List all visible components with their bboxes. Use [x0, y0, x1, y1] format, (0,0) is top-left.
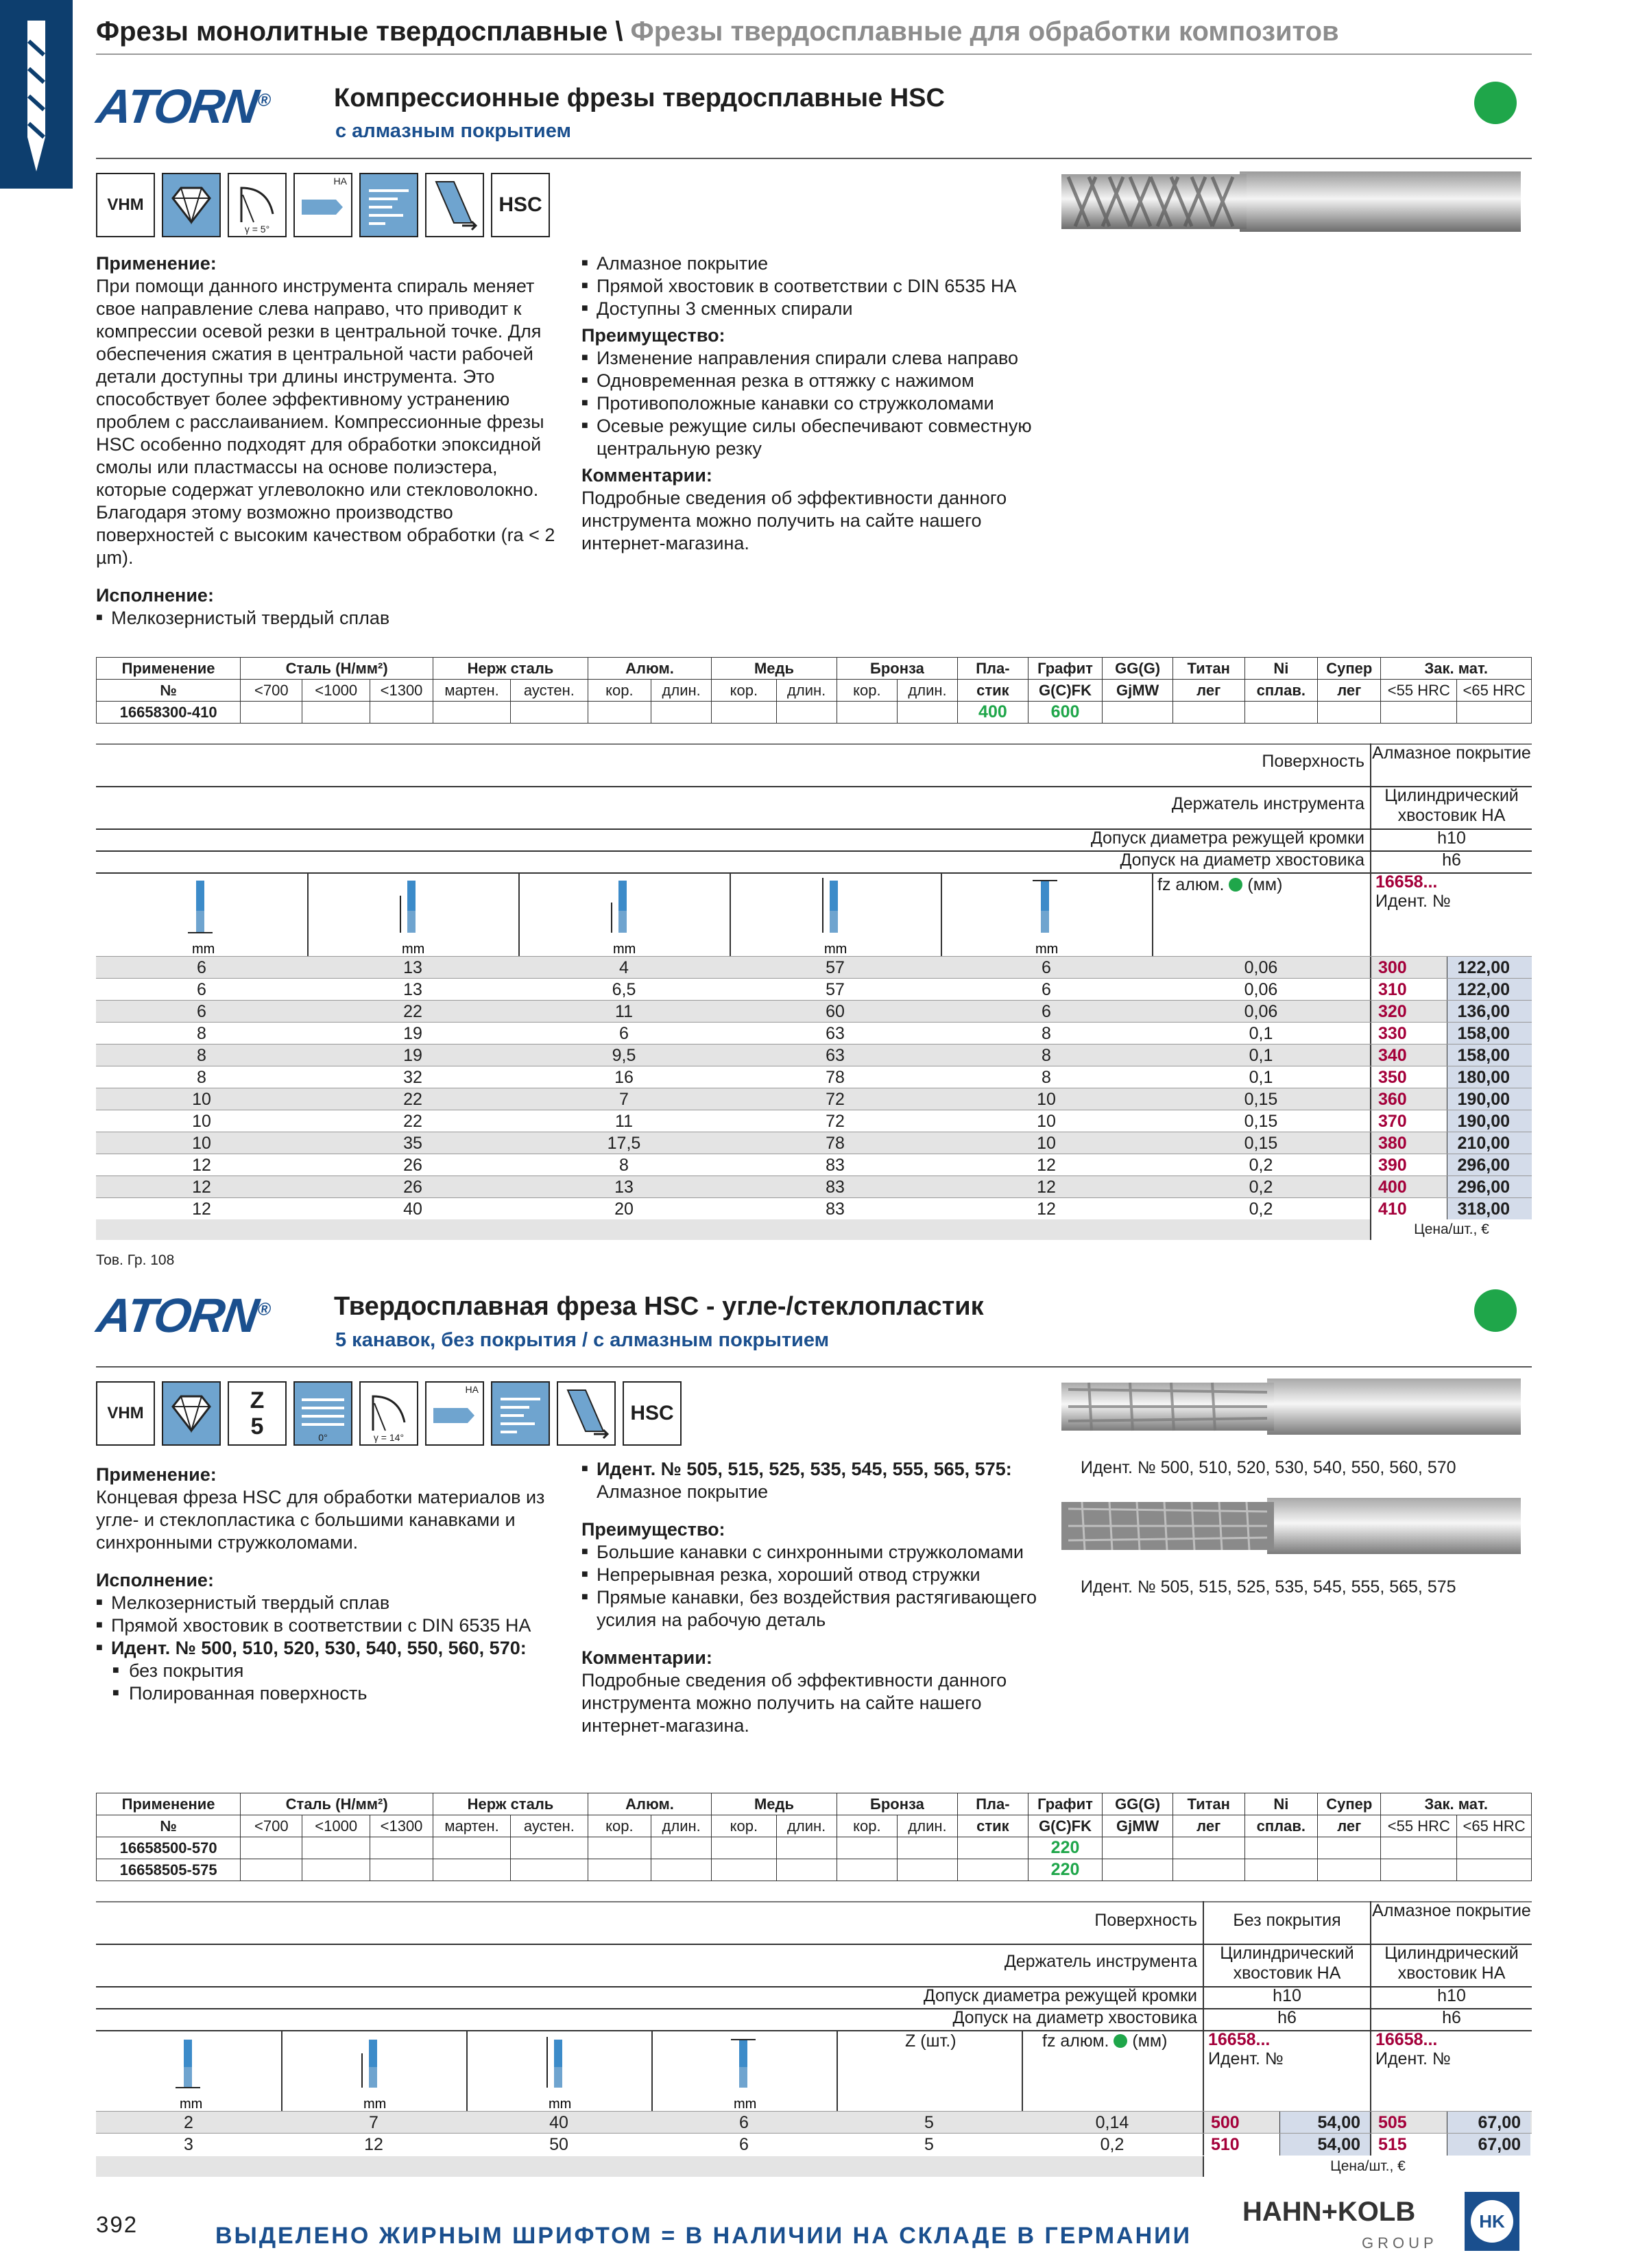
diamond-icon	[162, 173, 221, 237]
table-cell: 0,15	[1244, 1112, 1278, 1131]
surface-value: Алмазное покрытие	[1372, 743, 1531, 763]
table-cell: 505	[1370, 2112, 1447, 2134]
table-cell: 10	[192, 1090, 211, 1109]
tolerance-label: Допуск диаметра режущей кромки	[1090, 828, 1364, 848]
material-table: Применение Сталь (Н/мм²) Нерж сталь Алюм. Медь Бронза Пла- Графит GG(G) Титан Ni Супер Зак. мат. № <700 <1000 <1300 мартен. аустен. кор. длин. кор. длин. кор. длин. стик G(C)FK GjMW лег сплав. лег <55 HRC <65 HRC 16658500-570 220 16658505-575 220	[96, 1793, 1532, 1881]
product-title: Твердосплавная фреза HSC - угле-/стеклопластик	[334, 1292, 984, 1321]
product-table	[96, 956, 1532, 1219]
table-row	[96, 1154, 1532, 1175]
table-cell: 296,00	[1447, 1154, 1532, 1176]
table-cell: 180,00	[1447, 1066, 1532, 1088]
spec-rule	[96, 786, 1532, 787]
table-cell: 83	[826, 1156, 845, 1175]
atorn-logo: ATORN®	[93, 1289, 271, 1342]
table-cell: 32	[403, 1068, 422, 1087]
table-cell: 5	[924, 2113, 934, 2132]
diameter-d1-icon	[176, 2040, 202, 2111]
price-label: Цена/шт., €	[1370, 1219, 1532, 1240]
table-cell: 0,06	[1244, 958, 1278, 977]
table-cell: 6	[197, 1002, 206, 1021]
table-cell: 8	[197, 1068, 206, 1087]
table-cell: 6	[197, 980, 206, 999]
section-rule	[96, 1366, 1532, 1368]
product-subtitle: с алмазным покрытием	[335, 120, 571, 142]
table-cell: 136,00	[1447, 1001, 1532, 1023]
page-number: 392	[96, 2212, 139, 2237]
table-cell: 0,06	[1244, 1002, 1278, 1021]
table-cell: 6	[1042, 1002, 1051, 1021]
ident-label: Идент. №	[1375, 892, 1451, 911]
table-cell: 6,5	[612, 980, 636, 999]
page-header: Фрезы монолитные твердосплавные \ Фрезы твердосплавные для обработки композитов	[96, 16, 1339, 47]
application-block: Применение: Концевая фреза HSC для обработки материалов из угле- и стеклопластика с большими канавками и синхронными стружколомами. Исполнение: ■ Мелкозернистый твердый сплав ■ Прямой хвостовик в соответствии с DIN 6535 HA ■ Идент. № 500, 510, 520, 530, 540, 550, 560, 570: ■ без покрытия ■ Полированная поверхность	[96, 1464, 569, 1705]
feature-icons	[96, 173, 550, 237]
table-cell: 390	[1370, 1154, 1447, 1176]
table-cell: 12	[1037, 1178, 1056, 1197]
hk-emblem-icon: HK	[1465, 2192, 1519, 2251]
feature-icons	[96, 1381, 682, 1446]
table-cell: 10	[1037, 1090, 1056, 1109]
svg-text:mm: mm	[180, 2097, 203, 2111]
z-label: Z (шт.)	[905, 2031, 957, 2051]
table-cell: 410	[1370, 1198, 1447, 1220]
diamond-icon	[162, 1381, 221, 1446]
total-length-icon	[823, 878, 847, 956]
table-cell: 4	[619, 958, 629, 977]
lines-icon	[359, 173, 418, 237]
table-cell: 8	[1042, 1024, 1051, 1043]
atorn-logo: ATORN®	[93, 80, 271, 133]
table-cell: 0,15	[1244, 1090, 1278, 1109]
table-cell: 12	[1037, 1199, 1056, 1219]
table-row	[96, 1066, 1532, 1088]
table-cell: 26	[403, 1178, 422, 1197]
table-cell: 8	[197, 1046, 206, 1065]
table-cell: 67,00	[1447, 2134, 1530, 2156]
table-cell: 63	[826, 1046, 845, 1065]
table-cell: 78	[826, 1068, 845, 1087]
lines-icon	[491, 1381, 550, 1446]
header-rule	[96, 53, 1532, 55]
table-cell: 320	[1370, 1001, 1447, 1023]
group-label: GROUP	[1362, 2234, 1438, 2252]
table-cell: 10	[1037, 1134, 1056, 1153]
table-cell: 190,00	[1447, 1088, 1532, 1110]
product-subtitle: 5 канавок, без покрытия / с алмазным покрытием	[335, 1329, 830, 1351]
table-cell: 12	[192, 1178, 211, 1197]
fz-green-dot-icon	[1229, 878, 1242, 892]
tolerance-value: h10	[1437, 828, 1466, 848]
svg-text:mm: mm	[824, 942, 847, 956]
table-cell: 190,00	[1447, 1110, 1532, 1132]
table-cell: 78	[826, 1134, 845, 1153]
hsc-icon: HSC	[491, 173, 550, 237]
table-cell: 12	[192, 1156, 211, 1175]
footer-note: ВЫДЕЛЕНО ЖИРНЫМ ШРИФТОМ = В НАЛИЧИИ НА СКЛАДЕ В ГЕРМАНИИ	[215, 2223, 1192, 2249]
table-cell: 296,00	[1447, 1176, 1532, 1198]
compression-cutter-image	[1061, 167, 1521, 236]
table-cell: 63	[826, 1024, 845, 1043]
vhm-icon: VHM	[96, 173, 155, 237]
table-cell: 515	[1370, 2134, 1447, 2156]
table-cell: 7	[619, 1090, 629, 1109]
table-cell: 12	[364, 2135, 383, 2154]
table-cell: 10	[192, 1134, 211, 1153]
table-cell: 54,00	[1279, 2134, 1370, 2156]
table-cell: 400	[1370, 1176, 1447, 1198]
product-table	[96, 2111, 1532, 2155]
holder-value-a: Цилиндрический хвостовик НА	[1220, 1944, 1354, 1983]
table-row	[96, 956, 1532, 978]
holder-label: Держатель инструмента	[1004, 1952, 1197, 1971]
table-cell: 300	[1370, 957, 1447, 979]
table-cell: 0,2	[1249, 1156, 1273, 1175]
holder-value-b: Цилиндрический хвостовик НА	[1384, 1944, 1519, 1983]
table-cell: 72	[826, 1090, 845, 1109]
availability-dot	[1474, 82, 1517, 124]
holder-value: Цилиндрический хвостовик НА	[1384, 786, 1519, 825]
table-row	[96, 2133, 1532, 2155]
table-cell: 0,1	[1249, 1024, 1273, 1043]
vhm-icon: VHM	[96, 1381, 155, 1446]
svg-text:mm: mm	[402, 942, 425, 956]
table-cell: 0,06	[1244, 980, 1278, 999]
rake-angle-icon: γ = 5°	[228, 173, 287, 237]
table-cell: 0,15	[1244, 1134, 1278, 1153]
shank-tolerance-value-b: h6	[1442, 2008, 1461, 2027]
ident-label-b: Идент. №	[1375, 2049, 1451, 2068]
table-cell: 8	[1042, 1068, 1051, 1087]
table-cell: 5	[924, 2135, 934, 2154]
image-caption: Идент. № 500, 510, 520, 530, 540, 550, 560, 570	[1081, 1458, 1456, 1477]
table-cell: 0,14	[1095, 2113, 1129, 2132]
svg-text:mm: mm	[734, 2097, 757, 2111]
surface-value-b: Алмазное покрытие	[1372, 1901, 1531, 1920]
hahn-kolb-logo: HAHN+KOLB	[1242, 2197, 1416, 2227]
dimension-pictograms	[96, 875, 1152, 956]
sidebar-tab	[0, 0, 73, 189]
svg-text:mm: mm	[363, 2097, 387, 2111]
application-block: Применение: При помощи данного инструмента спираль меняет свое направление слева направо, что приводит к компрессии осевой резки в центральной точке. Для обеспечения сжатия в центральной части рабочей детали доступны три длины инструмента. Это способствует более эффективному устранению проблем с расслаиванием. Компрессионные фрезы HSC особенно подходят для обработки эпоксидной смолы или пластмассы на основе полиэстера, которые содержат углеволокно или стекловолокно. Благодаря этому возможно производство поверхностей с высоким качеством обработки (ra < 2 µm). Исполнение: ■ Мелкозернистый твердый сплав	[96, 252, 569, 630]
features-block: ■ Идент. № 505, 515, 525, 535, 545, 555, 565, 575: Алмазное покрытие Преимущество: ■ Большие канавки с синхронными стружколомами ■ Непрерывная резка, хороший отвод стружки ■ Прямые канавки, без воздействия растягивающего усилия на рабочую деталь Комментарии: Подробные сведения об эффективности данного инструмента можно получить на сайте нашего интернет-магазина.	[581, 1458, 1061, 1737]
table-cell: 0,2	[1249, 1178, 1273, 1197]
table-cell: 19	[403, 1046, 422, 1065]
hsc-icon: HSC	[623, 1381, 682, 1446]
table-cell: 6	[1042, 980, 1051, 999]
table-cell: 500	[1203, 2112, 1279, 2134]
product-group-label: Тов. Гр. 108	[96, 1252, 175, 1268]
table-cell: 6	[197, 958, 206, 977]
table-cell: 3	[184, 2135, 193, 2154]
price-footer-bar	[96, 1219, 1532, 1240]
table-cell: 330	[1370, 1023, 1447, 1045]
image-caption: Идент. № 505, 515, 525, 535, 545, 555, 565, 575	[1081, 1577, 1456, 1597]
shank-tolerance-label: Допуск на диаметр хвостовика	[952, 2008, 1197, 2027]
shank-ha-icon: HA	[293, 173, 352, 237]
table-cell: 7	[369, 2113, 378, 2132]
table-row	[96, 1132, 1532, 1154]
table-cell: 60	[826, 1002, 845, 1021]
rake-angle-icon: γ = 14°	[359, 1381, 418, 1446]
length-l2-icon	[362, 2040, 386, 2111]
length-l2-icon	[400, 881, 424, 956]
cut-direction-icon	[557, 1381, 616, 1446]
code-head-b: 16658...	[1375, 2030, 1438, 2049]
drill-icon	[0, 0, 73, 189]
spec-rule-top	[96, 1901, 1532, 1902]
table-cell: 12	[192, 1199, 211, 1219]
table-cell: 10	[1037, 1112, 1056, 1131]
table-cell: 11	[615, 1002, 633, 1021]
diamond-cutter-image	[1061, 1495, 1521, 1557]
section-rule	[96, 158, 1532, 159]
svg-text:mm: mm	[613, 942, 636, 956]
surface-label: Поверхность	[1094, 1911, 1197, 1930]
tolerance-label: Допуск диаметра режущей кромки	[923, 1986, 1197, 2005]
svg-text:mm: mm	[192, 942, 215, 956]
price-label: Цена/шт., €	[1203, 2156, 1532, 2177]
table-cell: 13	[614, 1178, 634, 1197]
table-cell: 8	[197, 1024, 206, 1043]
table-row	[96, 1000, 1532, 1022]
table-cell: 54,00	[1279, 2112, 1370, 2134]
table-cell: 17,5	[607, 1134, 641, 1153]
table-cell: 318,00	[1447, 1198, 1532, 1220]
fz-green-dot-icon	[1114, 2034, 1127, 2048]
code-head: 16658...	[1375, 872, 1438, 892]
table-cell: 6	[619, 1024, 629, 1043]
table-cell: 40	[403, 1199, 422, 1219]
table-cell: 510	[1203, 2134, 1279, 2156]
flutes-icon: Z 5	[228, 1381, 287, 1446]
table-row	[96, 1175, 1532, 1197]
table-cell: 26	[403, 1156, 422, 1175]
table-cell: 20	[614, 1199, 634, 1219]
helix-angle-icon: 0°	[293, 1381, 352, 1446]
table-cell: 360	[1370, 1088, 1447, 1110]
table-cell: 67,00	[1447, 2112, 1530, 2134]
code-head-a: 16658...	[1208, 2030, 1271, 2049]
table-cell: 22	[403, 1002, 422, 1021]
table-cell: 40	[549, 2113, 568, 2132]
total-length-icon	[547, 2037, 571, 2111]
availability-dot	[1474, 1289, 1517, 1332]
table-row	[96, 1022, 1532, 1044]
table-row	[96, 1197, 1532, 1219]
table-cell: 2	[184, 2113, 193, 2132]
table-cell: 57	[826, 958, 845, 977]
surface-label: Поверхность	[1262, 752, 1364, 771]
table-cell: 13	[403, 958, 422, 977]
table-cell: 50	[549, 2135, 568, 2154]
table-cell: 380	[1370, 1132, 1447, 1154]
table-cell: 9,5	[612, 1046, 636, 1065]
table-cell: 22	[403, 1112, 422, 1131]
table-cell: 13	[403, 980, 422, 999]
table-cell: 22	[403, 1090, 422, 1109]
table-cell: 210,00	[1447, 1132, 1532, 1154]
table-cell: 122,00	[1447, 957, 1532, 979]
table-cell: 158,00	[1447, 1023, 1532, 1045]
ident-label-a: Идент. №	[1208, 2049, 1284, 2068]
table-cell: 0,1	[1249, 1046, 1273, 1065]
shank-ha-icon: HA	[425, 1381, 484, 1446]
table-cell: 8	[1042, 1046, 1051, 1065]
table-cell: 158,00	[1447, 1045, 1532, 1066]
table-cell: 57	[826, 980, 845, 999]
spec-rule-top	[96, 743, 1532, 745]
holder-label: Держатель инструмента	[1171, 794, 1364, 813]
table-cell: 6	[1042, 958, 1051, 977]
table-row	[96, 2111, 1532, 2133]
table-cell: 19	[403, 1024, 422, 1043]
diameter-d1-icon	[188, 881, 215, 956]
table-cell: 340	[1370, 1045, 1447, 1066]
shank-diameter-icon	[1033, 881, 1058, 956]
uncoated-cutter-image	[1061, 1376, 1521, 1437]
table-cell: 6	[739, 2135, 749, 2154]
tolerance-value-b: h10	[1437, 1986, 1466, 2005]
table-row	[96, 1044, 1532, 1066]
table-cell: 16	[614, 1068, 634, 1087]
table-cell: 122,00	[1447, 979, 1532, 1001]
table-cell: 83	[826, 1178, 845, 1197]
table-cell: 10	[192, 1112, 211, 1131]
table-cell: 0,2	[1100, 2135, 1124, 2154]
tolerance-value-a: h10	[1273, 1986, 1301, 2005]
table-row	[96, 1110, 1532, 1132]
shank-diameter-icon	[731, 2040, 756, 2111]
shank-tolerance-value-a: h6	[1277, 2008, 1297, 2027]
table-cell: 8	[619, 1156, 629, 1175]
dimension-pictograms	[96, 2033, 850, 2111]
table-cell: 35	[403, 1134, 422, 1153]
cut-direction-icon	[425, 173, 484, 237]
fz-label: fz алюм. (мм)	[1157, 875, 1283, 894]
shank-tolerance-value: h6	[1442, 850, 1461, 870]
table-cell: 310	[1370, 979, 1447, 1001]
table-cell: 11	[615, 1112, 633, 1131]
material-table: Применение Сталь (Н/мм²) Нерж сталь Алюм. Медь Бронза Пла- Графит GG(G) Титан Ni Супер Зак. мат. № <700 <1000 <1300 мартен. аустен. кор. длин. кор. длин. кор. длин. стик G(C)FK GjMW лег сплав. лег <55 HRC <65 HRC 16658300-410 400 600	[96, 657, 1532, 724]
table-cell: 72	[826, 1112, 845, 1131]
length-l3-icon	[612, 881, 636, 956]
table-cell: 0,1	[1249, 1068, 1273, 1087]
product-title: Компрессионные фрезы твердосплавные HSC	[334, 84, 945, 112]
svg-text:mm: mm	[549, 2097, 572, 2111]
shank-tolerance-label: Допуск на диаметр хвостовика	[1120, 850, 1364, 870]
table-cell: 0,2	[1249, 1199, 1273, 1219]
table-row	[96, 1088, 1532, 1110]
table-cell: 12	[1037, 1156, 1056, 1175]
table-cell: 83	[826, 1199, 845, 1219]
table-row	[96, 978, 1532, 1000]
surface-value-a: Без покрытия	[1233, 1911, 1341, 1930]
table-cell: 6	[739, 2113, 749, 2132]
fz-label: fz алюм. (мм)	[1042, 2031, 1168, 2051]
table-cell: 370	[1370, 1110, 1447, 1132]
svg-text:mm: mm	[1035, 942, 1059, 956]
features-block: ■ Алмазное покрытие ■ Прямой хвостовик в соответствии с DIN 6535 HA ■ Доступны 3 сменных спирали Преимущество: ■ Изменение направления спирали слева направо ■ Одновременная резка в оттяжку с нажимом ■ Противоположные канавки со стружколомами ■ Осевые режущие силы обеспечивают совместную центральную резку Комментарии: Подробные сведения об эффективности данного инструмента можно получить на сайте нашего интернет-магазина.	[581, 252, 1061, 555]
table-cell: 350	[1370, 1066, 1447, 1088]
